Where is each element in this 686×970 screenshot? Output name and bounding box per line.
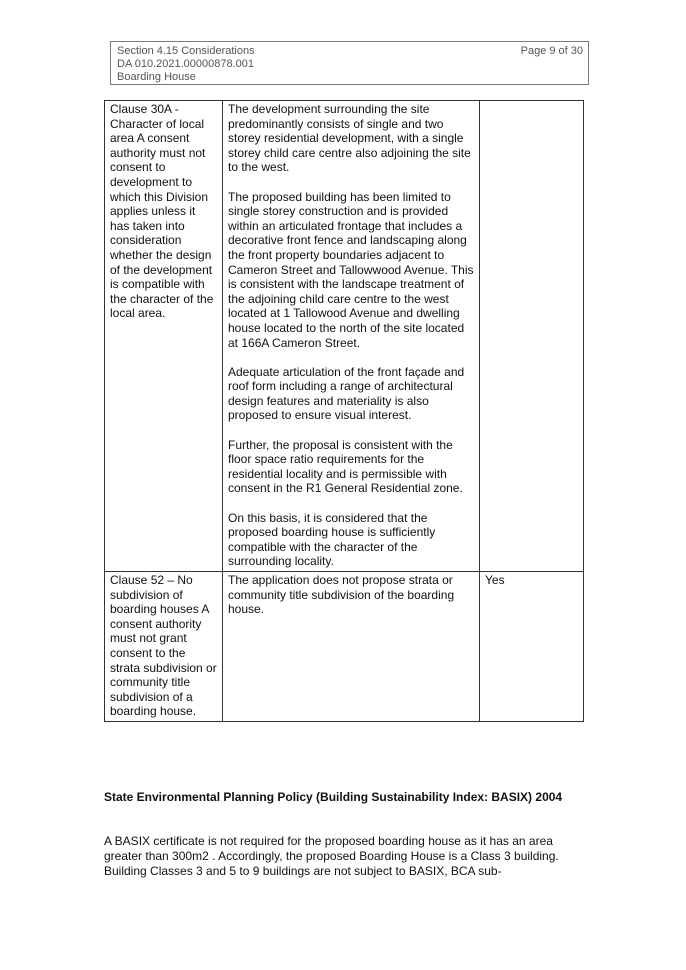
header-da-number: DA 010.2021.00000878.001: [117, 58, 255, 70]
clause-cell: Clause 30A - Character of local area A consent authority must not consent to development to which this Division applies unless it has taken into consideration whether the design of the development is compatible with the character of the local area.: [105, 101, 223, 572]
assessment-paragraph: On this basis, it is considered that the proposed boarding house is sufficiently compatible with the character of the surrounding locality.: [228, 510, 436, 569]
assessment-cell: [223, 572, 480, 722]
header-subject: Boarding House: [117, 71, 196, 83]
header-section-title: Section 4.15 Considerations: [117, 45, 255, 57]
document-reference: [117, 45, 255, 84]
assessment-paragraph: The proposed building has been limited to single storey construction and is provided within an articulated frontage that includes a decorative front fence and landscaping along the front property boundaries adjacent to Cameron Street and Tallowwood Avenue. This is consistent with the landscape treatment of the adjoining child care centre to the west located at 1 Tallowood Avenue and dwelling house located to the north of the site located at 166A Cameron Street.: [228, 189, 474, 350]
clause-cell: Clause 52 – No subdivision of boarding houses A consent authority must not grant consent to the strata subdivision or community title subdivision of a boarding house.: [105, 572, 223, 722]
page-header: [110, 41, 589, 85]
page-number: Page 9 of 30: [520, 45, 583, 57]
section-heading: State Environmental Planning Policy (Building Sustainability Index: BASIX) 2004: [104, 790, 563, 804]
assessment-paragraph: Adequate articulation of the front façade and roof form including a range of architectural design features and materiality is also proposed to ensure visual interest.: [228, 364, 465, 423]
table-row: [105, 572, 584, 722]
table-row: [105, 101, 584, 572]
assessment-paragraph: The development surrounding the site predominantly consists of single and two storey residential development, with a single storey child care centre also adjoining the site to the west.: [228, 102, 471, 175]
section-body-text: A BASIX certificate is not required for the proposed boarding house as it has an area greater than 300m2 . Accordingly, the proposed Boarding House is a Class 3 building. Building Classes 3 and 5 to 9 buildings are not subject to BASIX, BCA sub-: [104, 834, 559, 878]
assessment-paragraph: Further, the proposal is consistent with the floor space ratio requirements for the residential locality and is permissible with consent in the R1 General Residential zone.: [228, 437, 463, 496]
assessment-cell: [223, 101, 480, 572]
considerations-table: [104, 100, 584, 722]
compliance-cell: Yes: [480, 572, 584, 722]
assessment-paragraph: The application does not propose strata or community title subdivision of the boarding house.: [228, 573, 455, 617]
compliance-cell: [480, 101, 584, 572]
